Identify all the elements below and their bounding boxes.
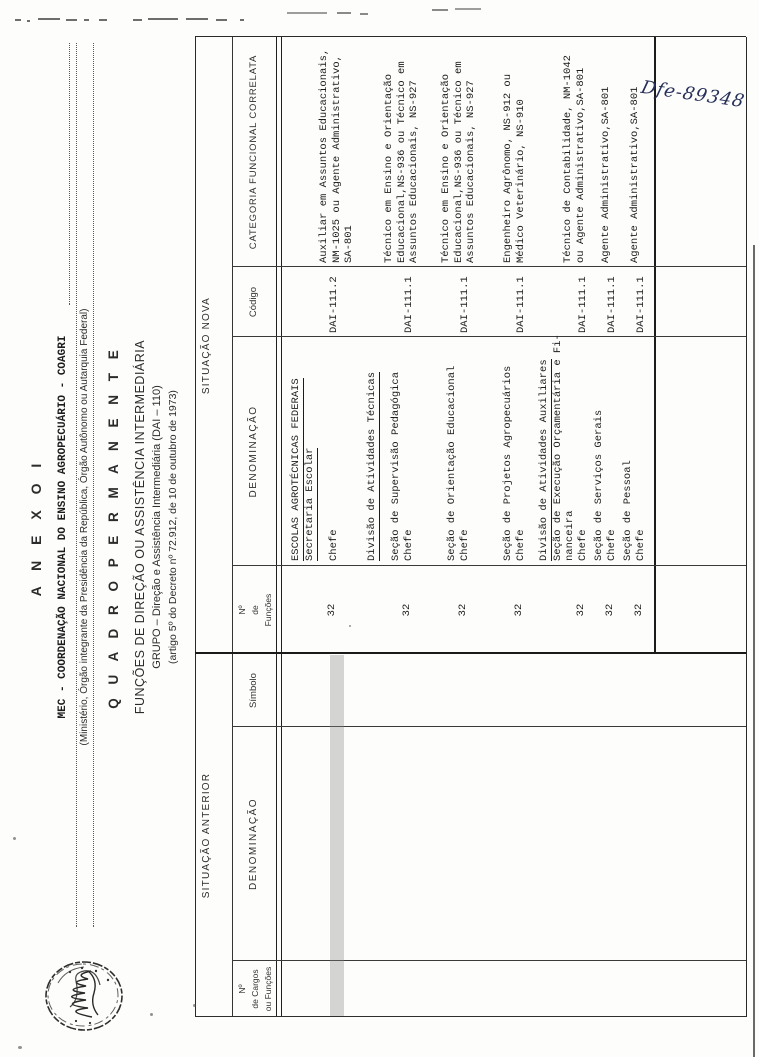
denominacao-line: Chefe [459,529,471,561]
categoria-line: Técnico em Ensino e Orientação [383,73,395,263]
codigo-value: DAI-111.1 [459,276,471,333]
funcoes-value: 32 [633,603,645,617]
header-double-line-2 [281,37,282,1017]
table-top-border [195,37,196,1017]
col-header-categoria: CATEGORIA FUNCIONAL CORRELATA [248,54,259,250]
denominacao-line: Chefe [515,529,527,561]
denominacao-line: Chefe [606,529,618,561]
categoria-line: Técnico de Contabilidade, NM-1042 [562,55,574,263]
categoria-line: Técnico em Ensino e Orientação [440,73,452,263]
denominacao-line: Chefe [403,529,415,561]
scan-dash [133,19,142,21]
scan-dash [84,19,89,21]
col-header-denominacao-anterior: DENOMINAÇÃO [248,797,259,891]
funcoes-value: 32 [575,603,587,617]
categoria-line: Engenheiro Agrônomo, NS-912 ou [502,73,514,263]
denominacao-line: Chefe [577,529,589,561]
codigo-value: DAI-111.1 [577,276,589,333]
categoria-line: Educacional,NS-936 ou Técnico em [395,61,408,263]
scan-dash [360,13,368,15]
scan-dash [432,9,448,11]
funcoes-value: 32 [326,603,338,617]
group-header-situacao-nova: SITUAÇÃO NOVA [201,296,212,395]
col-sep-denominacao-codigo [232,336,746,337]
table-bottom-border [746,37,747,1017]
col-sep-cargos-denominacao [232,960,746,961]
categoria-block [318,49,356,263]
handwritten-archive-number: Dfe-89348 [638,77,748,112]
denominacao-line: ESCOLAS AGROTÉCNICAS FEDERAIS [290,378,302,561]
categoria-block [600,87,613,263]
scan-dash [455,8,481,10]
denominacao-line: Seção de Serviços Gerais [593,409,605,561]
scan-speck [18,1046,22,1049]
categoria-line: Médico Veterinário, NS-910 [514,99,527,263]
denominacao-line: Seção de Pessoal [622,460,634,561]
denominacao-line: nanceira [564,510,576,561]
funcoes-value: 32 [604,603,616,617]
categoria-line: Assuntos Educacionais, NS-927 [408,80,420,263]
group-header-separator [232,37,233,1017]
col-header-funcoes-line3: Funções [263,593,273,627]
scan-dash [38,18,60,20]
scan-speck [150,1013,153,1016]
codigo-value: DAI-111.1 [403,276,415,333]
scan-smudge-band [330,655,344,1016]
denominacao-line: Divisão de Atividades Auxiliares [538,359,550,561]
artigo-subtitle: (artigo 5º do Decreto nº 72.912, de 10 de outubro de 1973) [167,390,179,664]
scanner-edge-shadow [753,245,755,1057]
categoria-block [502,74,527,263]
col-header-denominacao-nova: DENOMINAÇÃO [248,405,259,498]
col-sep-denominacao-simbolo [232,726,746,727]
categoria-block [383,61,421,263]
ministerio-caption: (Ministério, Órgão integrante da Presidência da República, Órgão Autônomo ou Autarquia Federal) [79,308,90,746]
group-boundary-line [195,652,746,654]
denominacao-line: Seção de Projetos Agropecuários [502,365,514,561]
col-header-simbolo: Símbolo [248,673,259,708]
codigo-value: DAI-111.1 [606,276,618,333]
scan-dash [27,20,30,22]
col-header-funcoes-line1: Nº [237,605,247,615]
scan-dash [186,18,208,20]
scan-dash [287,12,327,14]
col-header-cargos-line1: Nº [237,984,247,994]
col-sep-codigo-categoria [232,266,746,267]
quadro-permanente-title: Q U A D R O P E R M A N E N T E [106,345,121,709]
scan-dash [240,19,244,21]
categoria-block [629,87,642,263]
categoria-line: NM-1025 ou Agente Administrativo, [330,55,343,263]
grupo-subtitle: GRUPO – Direção e Assistência Intermediária (DAI – 110) [151,385,163,669]
categoria-line: ou Agente Administrativo,SA-801 [574,67,587,263]
col-sep-funcoes-denominacao [232,565,746,566]
body-bottom-rule [654,37,656,654]
categoria-line: SA-801 [343,225,355,263]
categoria-block [562,55,587,263]
codigo-value: DAI-111.1 [515,276,527,333]
categoria-line: Agente Administrativo,SA-801 [629,86,641,263]
denominacao-line: Seção de Execução Orçamentária e Fi- [552,334,564,561]
denominacao-line: Seção de Supervisão Pedagógica [390,371,402,561]
scan-dash [15,19,21,21]
dotted-fill-line-1 [76,43,77,927]
col-header-codigo: Código [248,286,259,318]
denominacao-line: Seção de Orientação Educacional [446,365,458,561]
scan-dash [99,19,107,21]
col-header-funcoes-line2: de [250,605,260,615]
categoria-line: Assuntos Educacionais, NS-927 [465,80,477,263]
categoria-block [440,61,478,263]
mec-org-line: MEC - COORDENAÇÃO NACIONAL DO ENSINO AGROPECUÁRIO - COAGRI [57,335,69,719]
scan-speck [13,837,16,840]
scan-dash [337,12,351,14]
group-header-situacao-anterior: SITUAÇÃO ANTERIOR [201,772,212,899]
scan-speck [193,1004,196,1007]
dotted-fill-line-right [69,43,70,305]
scan-dash [148,18,178,20]
scan-speck [349,625,351,627]
table-left-border [195,1016,746,1017]
denominacao-line: Divisão de Atividades Técnicas [366,371,378,561]
funcoes-value: 32 [513,603,525,617]
col-header-cargos-line3: ou Funções [263,966,273,1012]
dotted-fill-line-2 [93,43,94,927]
denominacao-line: Chefe [328,529,340,561]
col-header-cargos-line2: de Cargos [250,969,260,1009]
categoria-line: Educacional,NS-936 ou Técnico em [452,61,465,263]
scan-dash [66,19,77,21]
anexo-title: A N E X O I [28,457,44,597]
categoria-line: Auxiliar em Assuntos Educacionais, [318,48,330,263]
table-right-border [195,36,746,37]
codigo-value: DAI-111.1 [635,276,647,333]
header-double-line-1 [276,37,277,1017]
funcoes-subtitle: FUNÇÕES DE DIREÇÃO OU ASSISTÊNCIA INTERMEDIÁRIA [133,339,147,715]
denominacao-line: Chefe [635,529,647,561]
codigo-value: DAI-111.2 [328,276,340,333]
funcoes-value: 32 [401,603,413,617]
scan-dash [216,19,227,21]
official-stamp-seal [40,957,128,1035]
funcoes-value: 32 [457,603,469,617]
categoria-line: Agente Administrativo,SA-801 [600,86,612,263]
denominacao-line: Secretaria Escolar [304,447,316,561]
